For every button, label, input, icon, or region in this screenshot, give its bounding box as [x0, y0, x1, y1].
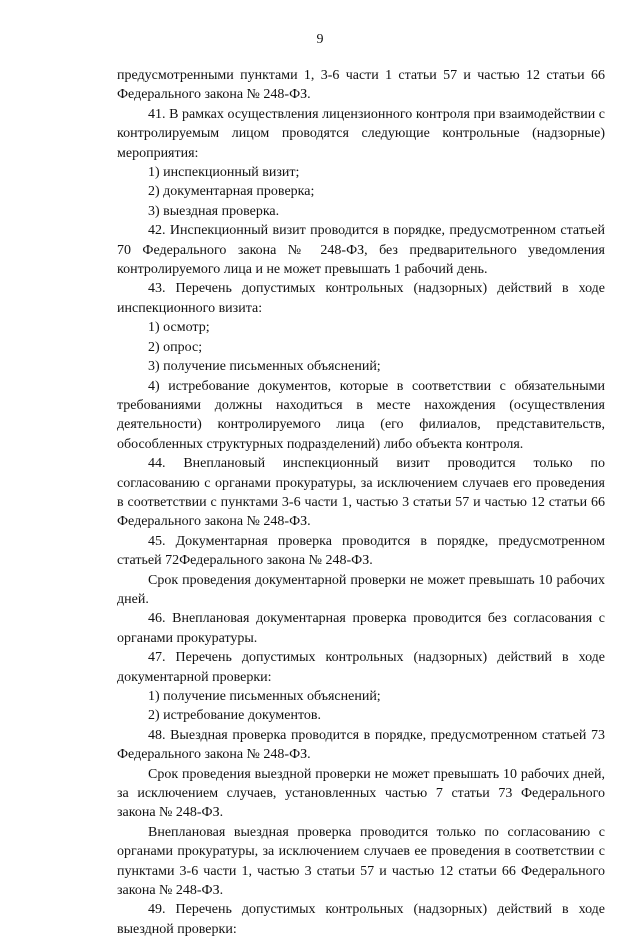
list-item: 3) выездная проверка. — [148, 203, 280, 219]
document-body — [117, 66, 605, 939]
paragraph: Внеплановая выездная проверка проводится только по согласованию с органами прокуратуры, за исключением случаев ее проведения в соответствии с пунктами 3-6 части 1, частью 3 статьи 57 и частью 12 статьи 66 Федерального закона № 248-ФЗ. — [117, 824, 605, 899]
paragraph: Срок проведения выездной проверки не может превышать 10 рабочих дней, за исключением случаев, установленных частью 7 статьи 73 Федерального закона № 248-ФЗ. — [117, 766, 605, 821]
paragraph: 43. Перечень допустимых контрольных (надзорных) действий в ходе инспекционного визита: — [117, 281, 605, 316]
paragraph: 41. В рамках осуществления лицензионного контроля при взаимодействии с контролируемым лицом проводятся следующие контрольные (надзорные) мероприятия: — [117, 106, 605, 161]
list-item: 3) получение письменных объяснений; — [148, 359, 381, 375]
page-number: 9 — [316, 32, 324, 47]
paragraph: 4) истребование документов, которые в соответствии с обязательными требованиями должны находиться в месте нахождения (осуществления деятельности) контролируемого лица (его филиалов, представительств, обособленных структурных подразделений) либо объекта контроля. — [117, 378, 605, 452]
list-item: 1) инспекционный визит; — [148, 165, 300, 181]
paragraph: 42. Инспекционный визит проводится в порядке, предусмотренном статьей 70 Федерального закона № 248-ФЗ, без предварительного уведомления контролируемого лица и не может превышать 1 рабочий день. — [117, 223, 605, 278]
paragraph: 46. Внеплановая документарная проверка проводится без согласования с органами прокуратуры. — [117, 611, 605, 646]
paragraph: 47. Перечень допустимых контрольных (надзорных) действий в ходе документарной проверки: — [117, 650, 605, 685]
paragraph: Срок проведения документарной проверки не может превышать 10 рабочих дней. — [117, 572, 605, 607]
list-item: 2) опрос; — [148, 339, 203, 355]
list-item: 2) истребование документов. — [148, 708, 321, 724]
paragraph: 48. Выездная проверка проводится в порядке, предусмотренном статьей 73 Федерального закона № 248-ФЗ. — [117, 727, 605, 763]
paragraph: предусмотренными пунктами 1, 3-6 части 1 статьи 57 и частью 12 статьи 66 Федерального закона № 248-ФЗ. — [117, 68, 605, 103]
paragraph: 49. Перечень допустимых контрольных (надзорных) действий в ходе выездной проверки: — [117, 902, 605, 937]
paragraph: 45. Документарная проверка проводится в порядке, предусмотренном статьей 72Федерального закона № 248-ФЗ. — [117, 533, 605, 569]
list-item: 1) получение письменных объяснений; — [148, 689, 381, 704]
list-item: 1) осмотр; — [148, 320, 210, 336]
paragraph: 44. Внеплановый инспекционный визит проводится только по согласованию с органами прокуратуры, за исключением случаев его проведения в соответствии с пунктами 3-6 части 1, частью 3 статьи 57 и частью 12 статьи 66 Федерального закона № 248-ФЗ. — [117, 456, 605, 530]
list-item: 2) документарная проверка; — [148, 184, 315, 200]
